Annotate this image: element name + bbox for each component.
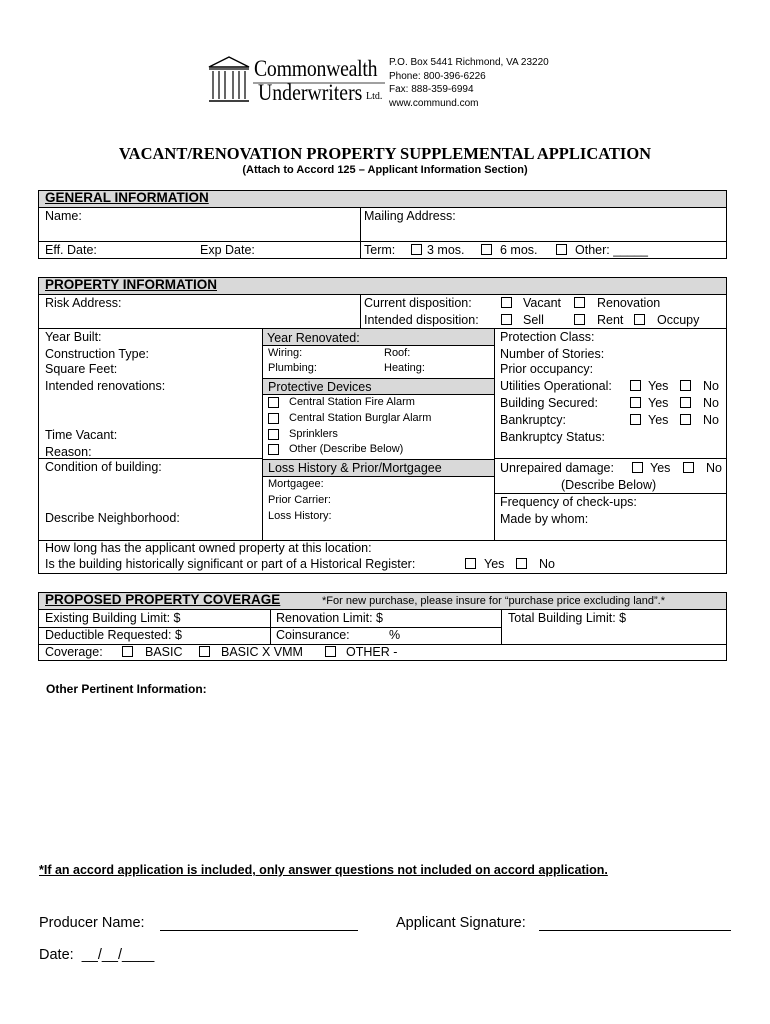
- other-device-checkbox[interactable]: [268, 444, 279, 455]
- signature-label: Applicant Signature:: [396, 915, 526, 931]
- year-built-label: Year Built:: [45, 330, 102, 344]
- time-vacant-label: Time Vacant:: [45, 428, 118, 442]
- occupy-label: Occupy: [657, 313, 700, 327]
- signature-line[interactable]: [539, 930, 731, 931]
- date-field[interactable]: Date: __/__/____: [39, 947, 155, 963]
- renovation-limit-label: Renovation Limit: $: [276, 611, 384, 625]
- deductible-label: Deductible Requested: $: [45, 628, 182, 642]
- intended-disposition-label: Intended disposition:: [364, 313, 479, 327]
- coinsurance-percent: %: [389, 628, 401, 642]
- square-feet-label: Square Feet:: [45, 362, 118, 376]
- contact-fax: Fax: 888-359-6994: [389, 84, 474, 95]
- other-coverage-label: OTHER -: [346, 645, 398, 659]
- how-long-label: How long has the applicant owned property at this location:: [45, 541, 372, 555]
- term-other-checkbox[interactable]: [556, 244, 567, 255]
- utilities-yes-label: Yes: [648, 379, 669, 393]
- renovation-checkbox[interactable]: [574, 297, 585, 308]
- condition-label: Condition of building:: [45, 460, 162, 474]
- unrepaired-yes-label: Yes: [650, 461, 671, 475]
- secured-yes-checkbox[interactable]: [630, 397, 641, 408]
- rent-label: Rent: [597, 313, 624, 327]
- term-label: Term:: [364, 243, 396, 257]
- describe-neighborhood-label: Describe Neighborhood:: [45, 511, 180, 525]
- made-by-label: Made by whom:: [500, 512, 589, 526]
- protective-devices-heading: Protective Devices: [268, 380, 372, 394]
- roof-label: Roof:: [384, 347, 411, 359]
- property-info-heading: PROPERTY INFORMATION: [45, 277, 218, 292]
- bankruptcy-no-label: No: [703, 413, 719, 427]
- utilities-no-checkbox[interactable]: [680, 380, 691, 391]
- contact-address: P.O. Box 5441 Richmond, VA 23220: [389, 57, 549, 68]
- stories-label: Number of Stories:: [500, 347, 605, 361]
- utilities-yes-checkbox[interactable]: [630, 380, 641, 391]
- basic-label: BASIC: [145, 645, 183, 659]
- producer-name-line[interactable]: [160, 930, 358, 931]
- reason-label: Reason:: [45, 445, 92, 459]
- secured-yes-label: Yes: [648, 396, 669, 410]
- historical-yes-label: Yes: [484, 557, 505, 571]
- frequency-label: Frequency of check-ups:: [500, 495, 637, 509]
- term-6mos-label: 6 mos.: [500, 243, 538, 257]
- burglar-alarm-label: Central Station Burglar Alarm: [289, 412, 432, 424]
- basic-checkbox[interactable]: [122, 646, 133, 657]
- bankruptcy-no-checkbox[interactable]: [680, 414, 691, 425]
- term-other-label: Other: _____: [575, 243, 648, 257]
- wiring-label: Wiring:: [268, 347, 303, 359]
- unrepaired-yes-checkbox[interactable]: [632, 462, 643, 473]
- vacant-checkbox[interactable]: [501, 297, 512, 308]
- coverage-heading: PROPOSED PROPERTY COVERAGE: [45, 592, 281, 607]
- sell-label: Sell: [523, 313, 544, 327]
- heating-label: Heating:: [384, 362, 425, 374]
- current-disposition-label: Current disposition:: [364, 296, 472, 310]
- coinsurance-label: Coinsurance:: [276, 628, 350, 642]
- unrepaired-label: Unrepaired damage:: [500, 461, 614, 475]
- sell-checkbox[interactable]: [501, 314, 512, 325]
- vacant-label: Vacant: [523, 296, 561, 310]
- coverage-note: *For new purchase, please insure for “purchase price excluding land”.*: [322, 595, 666, 607]
- company-suffix: Ltd.: [366, 91, 383, 102]
- page-subtitle: (Attach to Accord 125 – Applicant Information Section): [242, 164, 528, 176]
- rent-checkbox[interactable]: [574, 314, 585, 325]
- historical-label: Is the building historically significant or part of a Historical Register:: [45, 557, 416, 571]
- total-limit-label: Total Building Limit: $: [508, 611, 627, 625]
- secured-no-checkbox[interactable]: [680, 397, 691, 408]
- term-3mos-label: 3 mos.: [427, 243, 465, 257]
- historical-no-checkbox[interactable]: [516, 558, 527, 569]
- contact-phone: Phone: 800-396-6226: [389, 70, 486, 82]
- company-name-line2: Underwriters: [258, 80, 363, 105]
- bankruptcy-status-label: Bankruptcy Status:: [500, 430, 605, 444]
- historical-no-label: No: [539, 557, 555, 571]
- prior-carrier-label: Prior Carrier:: [268, 494, 331, 506]
- basic-x-checkbox[interactable]: [199, 646, 210, 657]
- bankruptcy-yes-label: Yes: [648, 413, 669, 427]
- fire-alarm-label: Central Station Fire Alarm: [289, 396, 415, 408]
- footnote: *If an accord application is included, only answer questions not included on accord application.: [39, 863, 608, 877]
- bankruptcy-yes-checkbox[interactable]: [630, 414, 641, 425]
- mailing-address-label: Mailing Address:: [364, 209, 456, 223]
- risk-address-label: Risk Address:: [45, 296, 122, 310]
- loss-history-heading: Loss History & Prior/Mortgagee: [268, 461, 442, 475]
- sprinklers-checkbox[interactable]: [268, 429, 279, 440]
- exp-date-label: Exp Date:: [200, 243, 255, 257]
- bankruptcy-label: Bankruptcy:: [500, 413, 567, 427]
- coverage-label: Coverage:: [45, 645, 103, 659]
- term-6mos-checkbox[interactable]: [481, 244, 492, 255]
- sprinklers-label: Sprinklers: [289, 428, 338, 440]
- year-renovated-label: Year Renovated:: [267, 331, 360, 345]
- other-coverage-checkbox[interactable]: [325, 646, 336, 657]
- protection-class-label: Protection Class:: [500, 330, 595, 344]
- loss-history-label: Loss History:: [268, 510, 332, 522]
- fire-alarm-checkbox[interactable]: [268, 397, 279, 408]
- describe-below-label: (Describe Below): [561, 478, 657, 492]
- renovation-label: Renovation: [597, 296, 661, 310]
- term-3mos-checkbox[interactable]: [411, 244, 422, 255]
- prior-occupancy-label: Prior occupancy:: [500, 362, 594, 376]
- producer-label: Producer Name:: [39, 915, 145, 931]
- other-device-label: Other (Describe Below): [289, 443, 404, 455]
- utilities-label: Utilities Operational:: [500, 379, 612, 393]
- burglar-alarm-checkbox[interactable]: [268, 413, 279, 424]
- existing-limit-label: Existing Building Limit: $: [45, 611, 181, 625]
- name-label: Name:: [45, 209, 82, 223]
- company-name-line1: Commonwealth: [254, 56, 378, 81]
- secured-label: Building Secured:: [500, 396, 598, 410]
- plumbing-label: Plumbing:: [268, 362, 317, 374]
- general-info-heading: GENERAL INFORMATION: [45, 190, 209, 205]
- secured-no-label: No: [703, 396, 719, 410]
- unrepaired-no-checkbox[interactable]: [683, 462, 694, 473]
- occupy-checkbox[interactable]: [634, 314, 645, 325]
- contact-web[interactable]: www.commund.com: [389, 97, 479, 109]
- construction-type-label: Construction Type:: [45, 347, 149, 361]
- contact-block: [389, 56, 549, 110]
- mortgagee-label: Mortgagee:: [268, 478, 324, 490]
- utilities-no-label: No: [703, 379, 719, 393]
- basic-x-label: BASIC X VMM: [221, 645, 303, 659]
- unrepaired-no-label: No: [706, 461, 722, 475]
- eff-date-label: Eff. Date:: [45, 243, 97, 257]
- page-title: VACANT/RENOVATION PROPERTY SUPPLEMENTAL APPLICATION: [118, 144, 652, 163]
- historical-yes-checkbox[interactable]: [465, 558, 476, 569]
- other-info-label: Other Pertinent Information:: [46, 682, 207, 696]
- intended-renovations-label: Intended renovations:: [45, 379, 166, 393]
